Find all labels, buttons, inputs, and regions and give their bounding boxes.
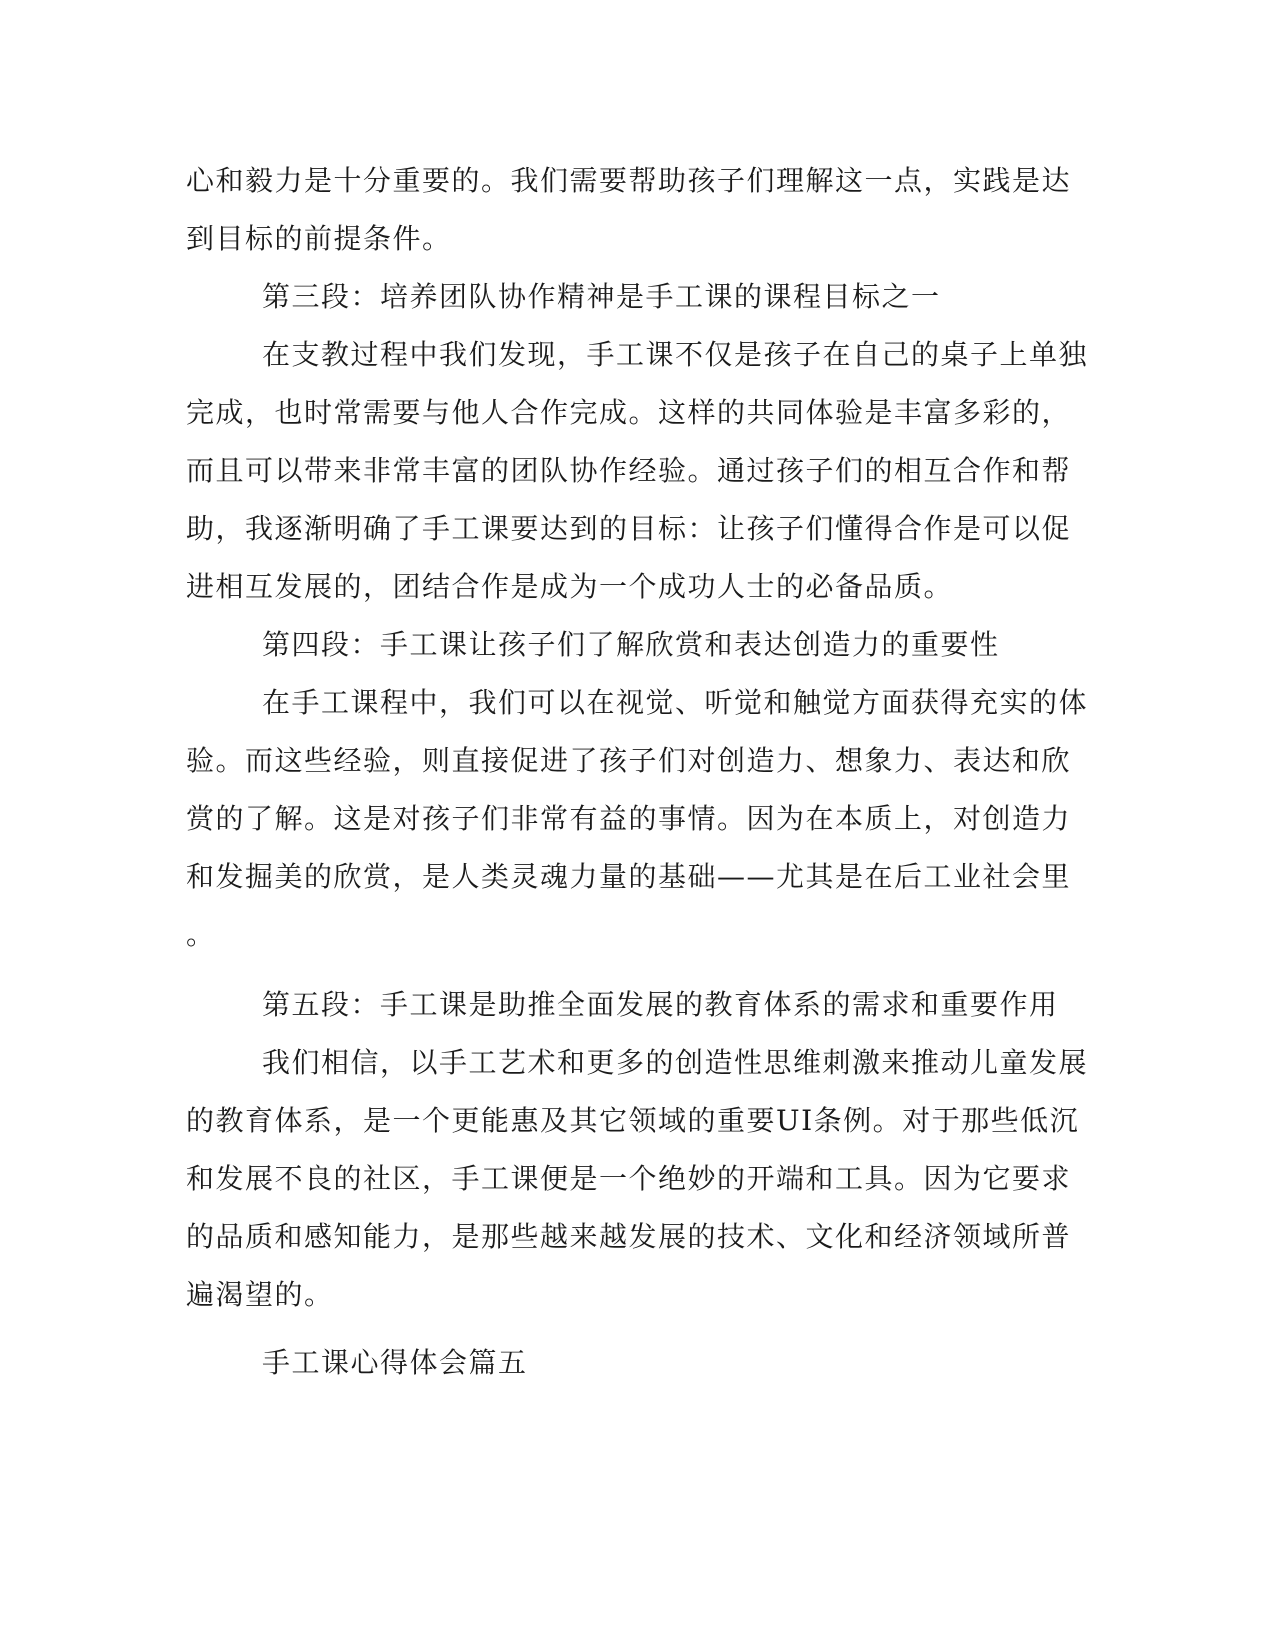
paragraph-line: 进相互发展的，团结合作是成为一个成功人士的必备品质。 — [186, 570, 954, 603]
paragraph-line: 在手工课程中，我们可以在视觉、听觉和触觉方面获得充实的体 — [262, 686, 1089, 719]
section-title: 手工课心得体会篇五 — [262, 1346, 528, 1379]
paragraph-line: 和发展不良的社区，手工课便是一个绝妙的开端和工具。因为它要求 — [186, 1162, 1072, 1195]
paragraph-line: 和发掘美的欣赏，是人类灵魂力量的基础——尤其是在后工业社会里 — [186, 860, 1072, 893]
paragraph-line: 验。而这些经验，则直接促进了孩子们对创造力、想象力、表达和欣 — [186, 744, 1072, 777]
paragraph-line: 完成，也时常需要与他人合作完成。这样的共同体验是丰富多彩的， — [186, 396, 1072, 429]
paragraph-line: 遍渴望的。 — [186, 1278, 334, 1311]
paragraph-line: 的品质和感知能力，是那些越来越发展的技术、文化和经济领域所普 — [186, 1220, 1072, 1253]
paragraph-line: 。 — [186, 918, 216, 951]
paragraph-line: 而且可以带来非常丰富的团队协作经验。通过孩子们的相互合作和帮 — [186, 454, 1072, 487]
paragraph-line: 的教育体系，是一个更能惠及其它领域的重要UI条例。对于那些低沉 — [186, 1104, 1080, 1137]
paragraph-line: 我们相信，以手工艺术和更多的创造性思维刺激来推动儿童发展 — [262, 1046, 1089, 1079]
paragraph-line: 心和毅力是十分重要的。我们需要帮助孩子们理解这一点，实践是达 — [186, 164, 1072, 197]
paragraph-line: 助，我逐渐明确了手工课要达到的目标：让孩子们懂得合作是可以促 — [186, 512, 1072, 545]
paragraph-line: 到目标的前提条件。 — [186, 222, 452, 255]
paragraph-line: 赏的了解。这是对孩子们非常有益的事情。因为在本质上，对创造力 — [186, 802, 1072, 835]
section-heading: 第五段：手工课是助推全面发展的教育体系的需求和重要作用 — [262, 988, 1059, 1021]
section-heading: 第三段：培养团队协作精神是手工课的课程目标之一 — [262, 280, 941, 313]
paragraph-line: 在支教过程中我们发现，手工课不仅是孩子在自己的桌子上单独 — [262, 338, 1089, 371]
section-heading: 第四段：手工课让孩子们了解欣赏和表达创造力的重要性 — [262, 628, 1000, 661]
